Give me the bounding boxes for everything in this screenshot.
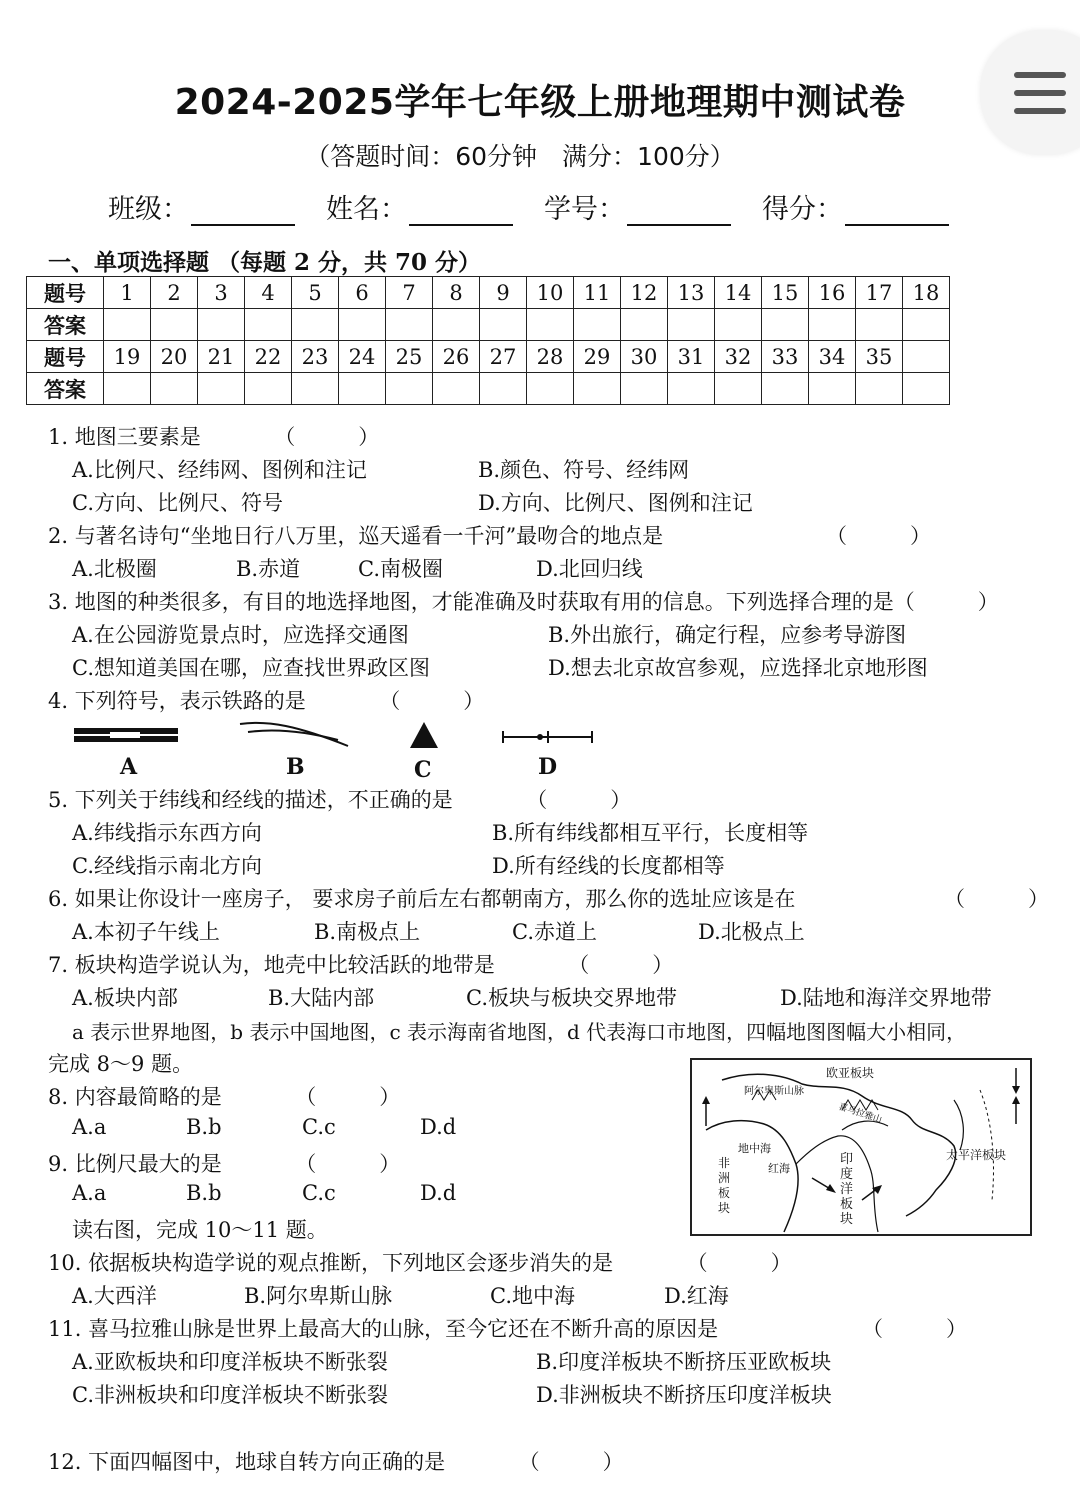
question-number-cell: 29	[574, 341, 621, 373]
map-label-mediterranean: 地中海	[738, 1142, 771, 1155]
q11-option-b: B.印度洋板块不断挤压亚欧板块	[536, 1350, 832, 1374]
q1-option-a: A.比例尺、经纬网、图例和注记	[72, 458, 367, 482]
q2-option-d: D.北回归线	[536, 557, 643, 581]
q7-option-a: A.板块内部	[72, 986, 178, 1010]
q1-option-b: B.颜色、符号、经纬网	[478, 458, 690, 482]
question-number-cell: 20	[151, 341, 198, 373]
question-2: 2. 与著名诗句“坐地日行八万里，巡天遥看一千河”最吻合的地点是	[48, 524, 664, 548]
q6-option-d: D.北极点上	[698, 920, 805, 944]
q3-option-d: D.想去北京故宫参观，应选择北京地形图	[548, 656, 928, 680]
symbol-label-c: C	[414, 757, 432, 783]
answer-table	[26, 276, 950, 405]
q5-option-b: B.所有纬线都相互平行，长度相等	[492, 821, 809, 845]
answer-cell[interactable]	[292, 373, 339, 405]
map-label-himalaya: 喜马拉雅山	[837, 1102, 883, 1126]
q8-option-c: C.c	[302, 1115, 336, 1139]
answer-label: 答案	[27, 309, 104, 341]
q3-option-a: A.在公园游览景点时，应选择交通图	[72, 623, 409, 647]
q10-11-intro: 读右图，完成 10～11 题。	[72, 1218, 328, 1242]
question-number-cell: 10	[527, 277, 574, 309]
q10-option-b: B.阿尔卑斯山脉	[244, 1284, 393, 1308]
answer-cell[interactable]	[245, 309, 292, 341]
q2-answer-paren: （ ）	[826, 524, 931, 548]
answer-cell[interactable]	[809, 373, 856, 405]
question-3: 3. 地图的种类很多，有目的地选择地图，才能准确及时获取有用的信息。下列选择合理的是（ ）	[48, 590, 999, 614]
question-11: 11. 喜马拉雅山脉是世界上最高大的山脉，至今它还在不断升高的原因是	[48, 1317, 719, 1341]
q8-9-intro-line2: 完成 8～9 题。	[48, 1052, 194, 1076]
question-number-cell: 24	[339, 341, 386, 373]
answer-cell[interactable]	[527, 309, 574, 341]
q11-option-a: A.亚欧板块和印度洋板块不断张裂	[72, 1350, 388, 1374]
q11-option-c: C.非洲板块和印度洋板块不断张裂	[72, 1383, 388, 1407]
answer-cell[interactable]	[198, 373, 245, 405]
question-number-cell: 1	[104, 277, 151, 309]
question-6: 6. 如果让你设计一座房子， 要求房子前后左右都朝南方，那么你的选址应该是在	[48, 887, 796, 911]
student-id-blank[interactable]	[627, 198, 731, 226]
symbol-label-a: A	[120, 754, 138, 780]
answer-cell[interactable]	[386, 309, 433, 341]
question-number-cell: 9	[480, 277, 527, 309]
question-number-cell: 5	[292, 277, 339, 309]
question-number-cell: 31	[668, 341, 715, 373]
q5-option-a: A.纬线指示东西方向	[72, 821, 262, 845]
answer-cell[interactable]	[480, 309, 527, 341]
question-number-cell: 7	[386, 277, 433, 309]
symbol-mountain-peak	[408, 720, 440, 750]
answer-cell[interactable]	[856, 373, 903, 405]
score-blank[interactable]	[845, 198, 949, 226]
answer-cell[interactable]	[292, 309, 339, 341]
question-number-cell: 22	[245, 341, 292, 373]
question-number-cell: 6	[339, 277, 386, 309]
q8-option-a: A.a	[72, 1115, 107, 1139]
question-number-cell: 8	[433, 277, 480, 309]
answer-cell[interactable]	[903, 373, 950, 405]
answer-label: 答案	[27, 373, 104, 405]
q7-option-d: D.陆地和海洋交界地带	[780, 986, 992, 1010]
answer-cell[interactable]	[386, 373, 433, 405]
class-field: 班级：	[108, 187, 295, 226]
answer-cell[interactable]	[762, 309, 809, 341]
question-number-cell: 32	[715, 341, 762, 373]
symbol-boundary	[500, 728, 595, 746]
answer-cell[interactable]	[527, 373, 574, 405]
answer-cell[interactable]	[245, 373, 292, 405]
answer-cell[interactable]	[104, 309, 151, 341]
q10-option-c: C.地中海	[490, 1284, 575, 1308]
question-number-cell: 3	[198, 277, 245, 309]
question-number-cell: 2	[151, 277, 198, 309]
question-number-cell: 34	[809, 341, 856, 373]
q2-option-c: C.南极圈	[358, 557, 443, 581]
question-number-cell: 33	[762, 341, 809, 373]
q5-option-c: C.经线指示南北方向	[72, 854, 262, 878]
answer-cell[interactable]	[668, 309, 715, 341]
q10-option-a: A.大西洋	[72, 1284, 157, 1308]
q1-option-c: C.方向、比例尺、符号	[72, 491, 283, 515]
exam-info: （答题时间：60分钟 满分：100分）	[305, 142, 735, 171]
question-4: 4. 下列符号，表示铁路的是 （ ）	[48, 689, 485, 713]
question-number-cell: 28	[527, 341, 574, 373]
q6-answer-paren: （ ）	[944, 887, 1049, 911]
map-label-eurasia: 欧亚板块	[826, 1066, 875, 1080]
name-field: 姓名：	[326, 187, 513, 226]
page-title: 2024-2025学年七年级上册地理期中测试卷	[174, 82, 906, 123]
q2-option-b: B.赤道	[236, 557, 301, 581]
question-number-cell: 14	[715, 277, 762, 309]
name-blank[interactable]	[409, 198, 513, 226]
q1-option-d: D.方向、比例尺、图例和注记	[478, 491, 753, 515]
map-label-red-sea: 红海	[768, 1162, 790, 1175]
q9-option-a: A.a	[72, 1181, 107, 1205]
q8-option-d: D.d	[420, 1115, 457, 1139]
question-7: 7. 板块构造学说认为，地壳中比较活跃的地带是 （ ）	[48, 953, 674, 977]
score-field: 得分：	[762, 187, 949, 226]
q10-option-d: D.红海	[664, 1284, 729, 1308]
answer-cell[interactable]	[433, 309, 480, 341]
answer-cell[interactable]	[151, 373, 198, 405]
answer-cell[interactable]	[574, 309, 621, 341]
question-12: 12. 下面四幅图中，地球自转方向正确的是 （ ）	[48, 1450, 624, 1474]
answer-cell[interactable]	[574, 373, 621, 405]
q3-option-c: C.想知道美国在哪，应查找世界政区图	[72, 656, 430, 680]
question-number-cell: 17	[856, 277, 903, 309]
question-number-cell: 4	[245, 277, 292, 309]
question-number-cell: 27	[480, 341, 527, 373]
answer-cell[interactable]	[621, 373, 668, 405]
question-number-cell: 11	[574, 277, 621, 309]
question-number-cell: 21	[198, 341, 245, 373]
symbol-label-d: D	[538, 754, 558, 780]
row-label: 题号	[27, 341, 104, 373]
q7-option-c: C.板块与板块交界地带	[466, 986, 677, 1010]
q6-option-a: A.本初子午线上	[72, 920, 220, 944]
q6-option-c: C.赤道上	[512, 920, 597, 944]
question-number-cell: 16	[809, 277, 856, 309]
student-id-field: 学号：	[544, 187, 731, 226]
q9-option-d: D.d	[420, 1181, 457, 1205]
question-5: 5. 下列关于纬线和经线的描述，不正确的是 （ ）	[48, 788, 632, 812]
q2-option-a: A.北极圈	[72, 557, 157, 581]
q9-option-b: B.b	[186, 1181, 222, 1205]
answer-cell[interactable]	[668, 373, 715, 405]
answer-cell[interactable]	[151, 309, 198, 341]
q8-option-b: B.b	[186, 1115, 222, 1139]
q6-option-b: B.南极点上	[314, 920, 421, 944]
answer-cell[interactable]	[621, 309, 668, 341]
question-number-cell: 35	[856, 341, 903, 373]
question-number-cell: 18	[903, 277, 950, 309]
map-label-africa: 非洲板块	[718, 1156, 731, 1215]
question-number-cell	[903, 341, 950, 373]
question-number-cell: 23	[292, 341, 339, 373]
map-label-alps: 阿尔卑斯山脉	[744, 1086, 804, 1097]
symbol-label-b: B	[286, 754, 305, 780]
q11-answer-paren: （ ）	[862, 1317, 967, 1341]
answer-cell[interactable]	[104, 373, 151, 405]
q9-option-c: C.c	[302, 1181, 336, 1205]
section-heading: 一、单项选择题 （每题 2 分，共 70 分）	[48, 249, 482, 276]
question-number-cell: 25	[386, 341, 433, 373]
answer-cell[interactable]	[856, 309, 903, 341]
answer-cell[interactable]	[339, 373, 386, 405]
q3-option-b: B.外出旅行，确定行程，应参考导游图	[548, 623, 907, 647]
question-number-cell: 12	[621, 277, 668, 309]
answer-cell[interactable]	[480, 373, 527, 405]
question-number-cell: 13	[668, 277, 715, 309]
q7-option-b: B.大陆内部	[268, 986, 375, 1010]
class-blank[interactable]	[191, 198, 295, 226]
question-number-cell: 15	[762, 277, 809, 309]
question-number-cell: 26	[433, 341, 480, 373]
question-number-cell: 30	[621, 341, 668, 373]
q8-9-intro-line1: a 表示世界地图，b 表示中国地图，c 表示海南省地图，d 代表海口市地图，四幅地图图幅大小相同，	[72, 1020, 967, 1044]
answer-cell[interactable]	[339, 309, 386, 341]
q5-option-d: D.所有经线的长度都相等	[492, 854, 725, 878]
row-label: 题号	[27, 277, 104, 309]
question-10: 10. 依据板块构造学说的观点推断，下列地区会逐步消失的是 （ ）	[48, 1251, 792, 1275]
answer-cell[interactable]	[809, 309, 856, 341]
answer-cell[interactable]	[715, 373, 762, 405]
answer-cell[interactable]	[762, 373, 809, 405]
answer-cell[interactable]	[198, 309, 245, 341]
answer-cell[interactable]	[715, 309, 762, 341]
question-8: 8. 内容最简略的是 （ ）	[48, 1085, 401, 1109]
plate-map	[690, 1058, 1032, 1236]
answer-cell[interactable]	[433, 373, 480, 405]
map-label-indian: 印度洋板块	[840, 1152, 854, 1227]
q11-option-d: D.非洲板块不断挤压印度洋板块	[536, 1383, 832, 1407]
symbol-river	[238, 718, 353, 754]
question-number-cell: 19	[104, 341, 151, 373]
map-label-pacific: 太平洋板块	[946, 1148, 1007, 1162]
question-1: 1. 地图三要素是 （ ）	[48, 425, 380, 449]
question-9: 9. 比例尺最大的是 （ ）	[48, 1152, 401, 1176]
answer-cell[interactable]	[903, 309, 950, 341]
symbol-railway	[72, 726, 182, 746]
